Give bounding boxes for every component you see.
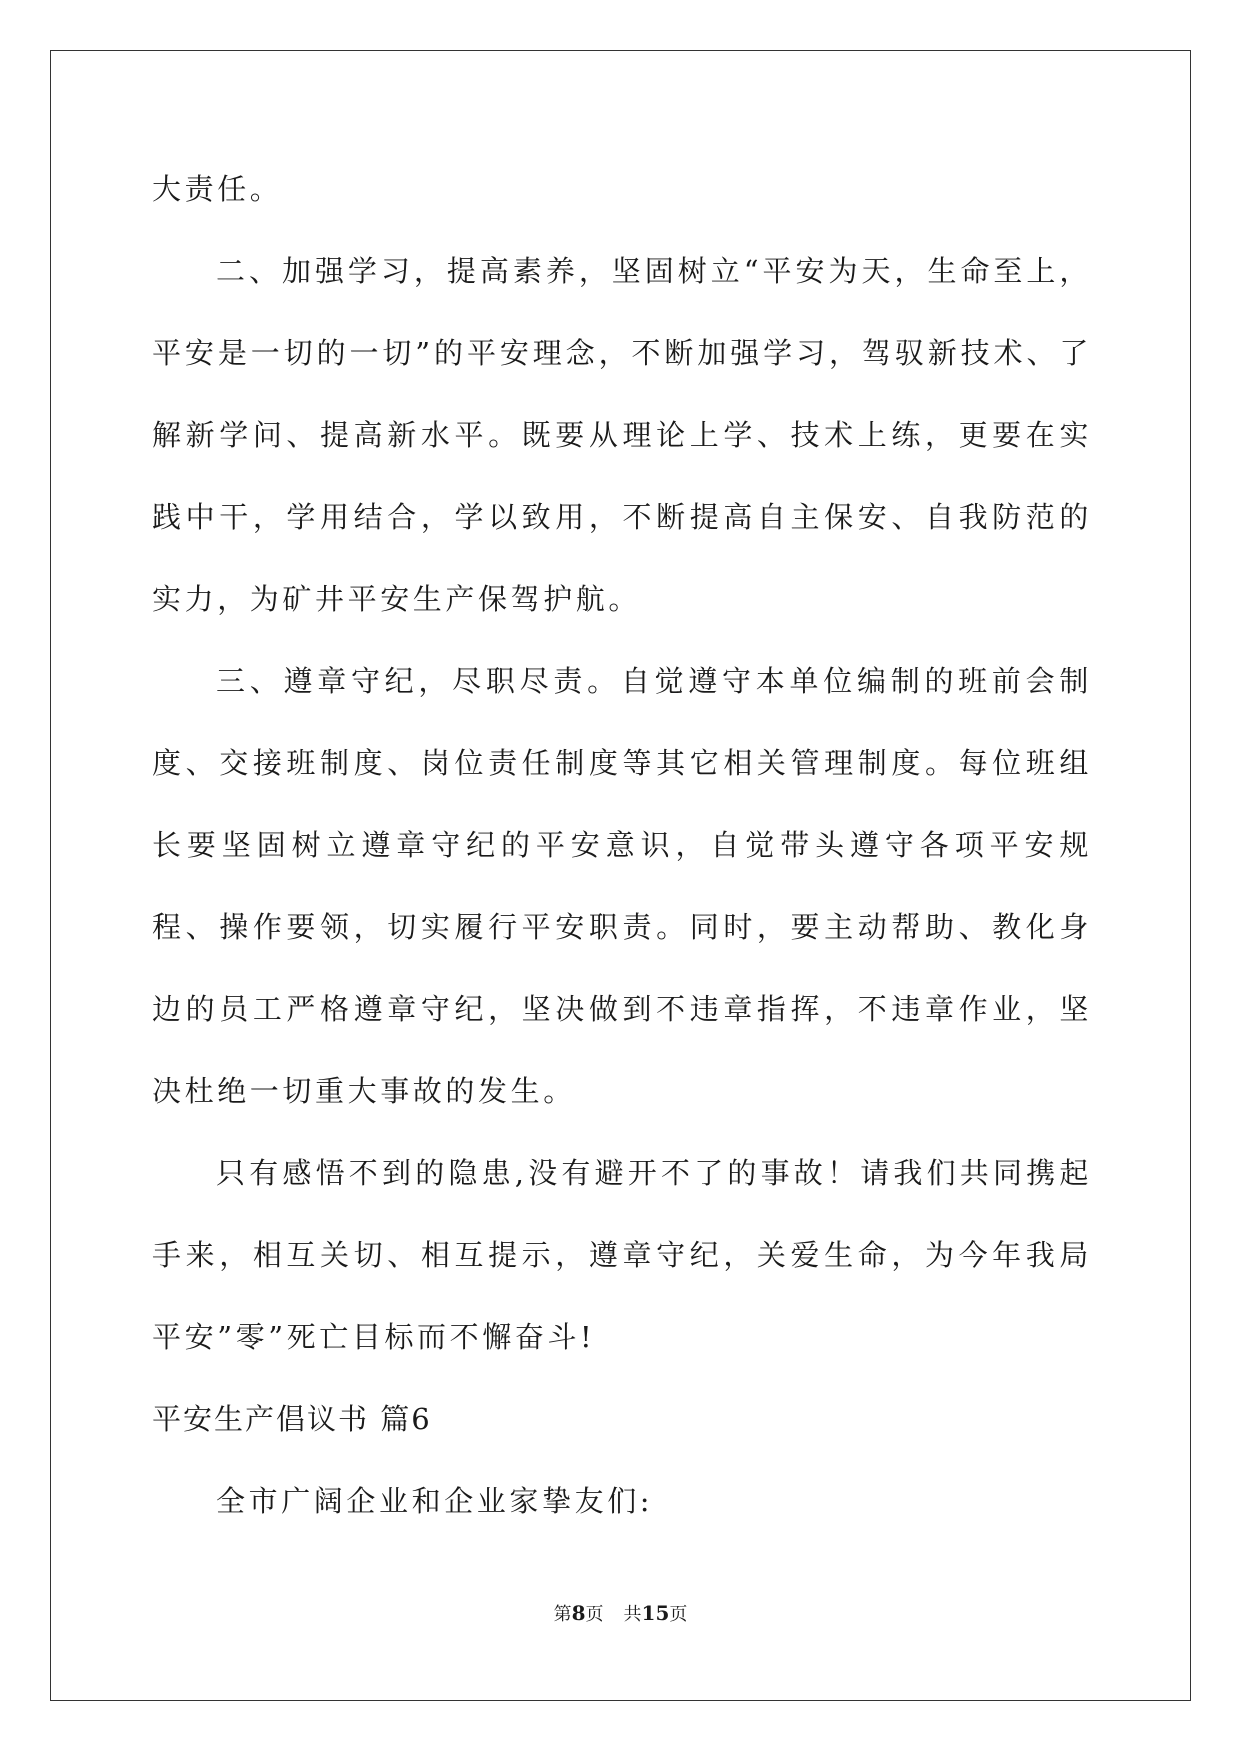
footer-total-pages: 15 — [641, 1601, 670, 1625]
document-body — [152, 148, 1092, 1542]
footer-total-prefix: 共 — [623, 1604, 642, 1625]
paragraph: 大责任。 — [152, 172, 283, 206]
paragraph: 全市广阔企业和企业家挚友们: — [216, 1484, 654, 1518]
footer-page-suffix: 页 — [585, 1604, 604, 1625]
section-heading: 平安生产倡议书 篇6 — [152, 1402, 432, 1436]
paragraph: 三、遵章守纪，尽职尽责。自觉遵守本单位编制的班前会制度、交接班制度、岗位责任制度等其它相关管理制度。每位班组长要坚固树立遵章守纪的平安意识，自觉带头遵守各项平安规程、操作要领，切实履行平安职责。同时，要主动帮助、教化身边的员工严格遵章守纪，坚决做到不违章指挥，不违章作业，坚决杜绝一切重大事故的发生。 — [152, 664, 1092, 1108]
footer-total-suffix: 页 — [669, 1604, 688, 1625]
paragraph: 二、加强学习，提高素养，坚固树立“平安为天，生命至上，平安是一切的一切”的平安理念，不断加强学习，驾驭新技术、了解新学问、提高新水平。既要从理论上学、技术上练，更要在实践中干，学用结合，学以致用，不断提高自主保安、自我防范的实力，为矿井平安生产保驾护航。 — [152, 254, 1092, 616]
page-footer — [0, 1601, 1241, 1627]
paragraph: 只有感悟不到的隐患,没有避开不了的事故！请我们共同携起手来，相互关切、相互提示，遵章守纪，关爱生命，为今年我局平安”零”死亡目标而不懈奋斗! — [152, 1156, 1092, 1354]
footer-prefix: 第 — [553, 1604, 572, 1625]
footer-page-number: 8 — [571, 1601, 586, 1625]
